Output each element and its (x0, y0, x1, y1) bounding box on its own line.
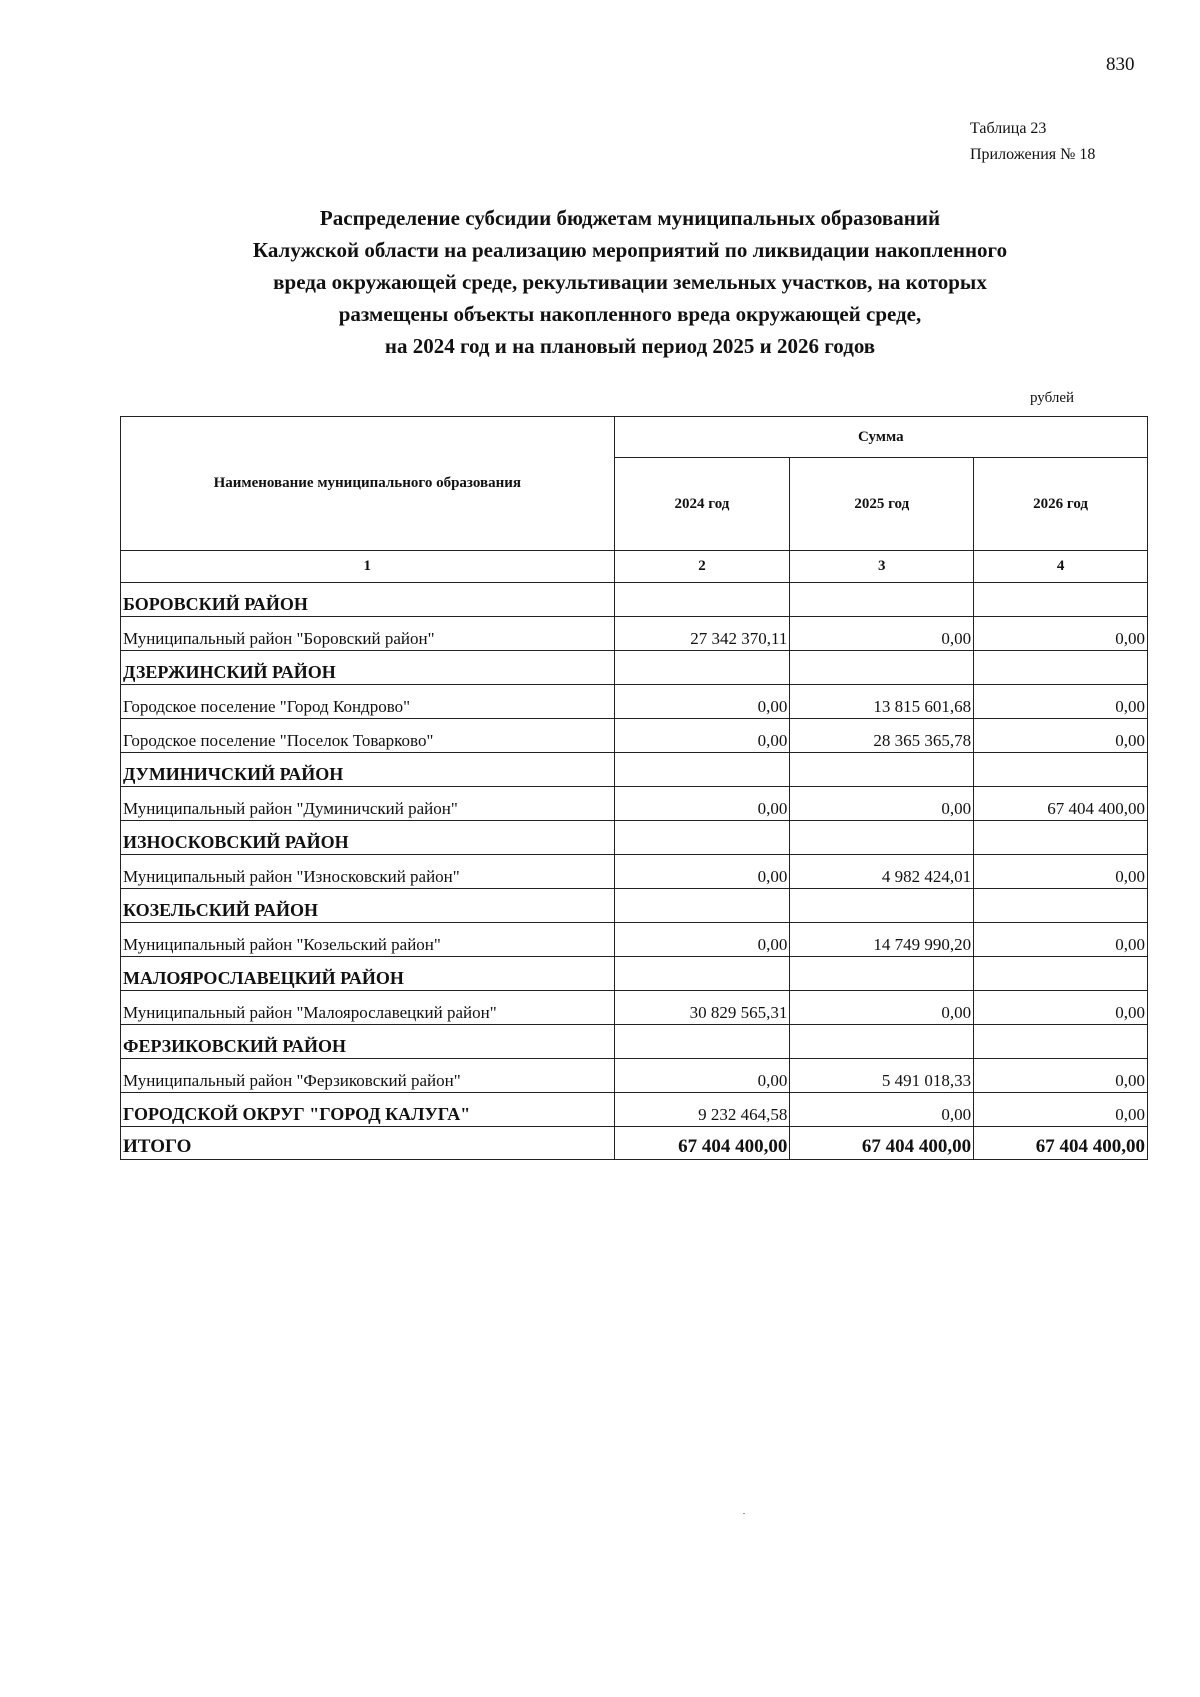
table-ref-line1: Таблица 23 (970, 120, 1047, 137)
amount-2026 (974, 957, 1148, 991)
amount-2024 (614, 957, 790, 991)
amount-2024 (614, 1025, 790, 1059)
amount-2025 (790, 1025, 974, 1059)
header-year-2024: 2024 год (614, 458, 790, 551)
amount-2024 (614, 583, 790, 617)
district-header-row (121, 821, 1148, 855)
subsidy-table (120, 416, 1148, 1160)
amount-2026: 0,00 (974, 855, 1148, 889)
amount-2026: 0,00 (974, 923, 1148, 957)
title-line: Калужской области на реализацию мероприятий по ликвидации накопленного (252, 238, 1008, 262)
amount-2024: 0,00 (614, 719, 790, 753)
city-okrug-row (121, 1093, 1148, 1127)
table-body (121, 583, 1148, 1160)
municipality-name: Муниципальный район "Ферзиковский район" (121, 1059, 615, 1093)
header-year-2025: 2025 год (790, 458, 974, 551)
amount-2025 (790, 651, 974, 685)
municipality-name: Муниципальный район "Козельский район" (121, 923, 615, 957)
title-line: на 2024 год и на плановый период 2025 и 2026 годов (384, 334, 876, 358)
amount-2026: 0,00 (974, 991, 1148, 1025)
total-label: ИТОГО (121, 1127, 615, 1160)
document-title (140, 202, 1120, 362)
table-ref-line2: Приложения № 18 (970, 146, 1096, 163)
municipality-name: Городское поселение "Город Кондрово" (121, 685, 615, 719)
amount-2024: 27 342 370,11 (614, 617, 790, 651)
district-header-row (121, 957, 1148, 991)
table-row (121, 719, 1148, 753)
amount-2026: 67 404 400,00 (974, 787, 1148, 821)
municipality-name: Муниципальный район "Боровский район" (121, 617, 615, 651)
amount-2026 (974, 889, 1148, 923)
district-header-row (121, 1025, 1148, 1059)
amount-2025: 4 982 424,01 (790, 855, 974, 889)
municipality-name: Городское поселение "Поселок Товарково" (121, 719, 615, 753)
amount-2025 (790, 821, 974, 855)
district-header-row (121, 651, 1148, 685)
amount-2025: 0,00 (790, 787, 974, 821)
amount-2025: 0,00 (790, 617, 974, 651)
amount-2024: 0,00 (614, 855, 790, 889)
amount-2025: 14 749 990,20 (790, 923, 974, 957)
header-col-number: 4 (974, 551, 1148, 583)
units-label: рублей (1030, 390, 1075, 406)
header-col-number: 3 (790, 551, 974, 583)
amount-2024: 0,00 (614, 685, 790, 719)
header-year-2026: 2026 год (974, 458, 1148, 551)
amount-2025 (790, 753, 974, 787)
page-number: 830 (1106, 54, 1135, 75)
amount-2026: 0,00 (974, 1093, 1148, 1127)
table-row (121, 787, 1148, 821)
municipality-name: ФЕРЗИКОВСКИЙ РАЙОН (121, 1025, 615, 1059)
amount-2025: 0,00 (790, 1093, 974, 1127)
amount-2024: 30 829 565,31 (614, 991, 790, 1025)
header-sum: Сумма (614, 417, 1147, 458)
table-row (121, 1059, 1148, 1093)
district-header-row (121, 753, 1148, 787)
amount-2024 (614, 889, 790, 923)
table-row (121, 685, 1148, 719)
table-reference (970, 116, 1095, 168)
amount-2026 (974, 821, 1148, 855)
amount-2024: 0,00 (614, 1059, 790, 1093)
amount-2024: 0,00 (614, 787, 790, 821)
municipality-name: ДУМИНИЧСКИЙ РАЙОН (121, 753, 615, 787)
district-header-row (121, 583, 1148, 617)
total-2025: 67 404 400,00 (790, 1127, 974, 1160)
municipality-name: ИЗНОСКОВСКИЙ РАЙОН (121, 821, 615, 855)
total-2026: 67 404 400,00 (974, 1127, 1148, 1160)
district-header-row (121, 889, 1148, 923)
municipality-name: ДЗЕРЖИНСКИЙ РАЙОН (121, 651, 615, 685)
total-row (121, 1127, 1148, 1160)
municipality-name: Муниципальный район "Износковский район" (121, 855, 615, 889)
amount-2026 (974, 651, 1148, 685)
municipality-name: Муниципальный район "Думиничский район" (121, 787, 615, 821)
municipality-name: Муниципальный район "Малоярославецкий район" (121, 991, 615, 1025)
amount-2025: 5 491 018,33 (790, 1059, 974, 1093)
amount-2026: 0,00 (974, 685, 1148, 719)
table-row (121, 855, 1148, 889)
amount-2026: 0,00 (974, 617, 1148, 651)
amount-2025: 28 365 365,78 (790, 719, 974, 753)
municipality-name: БОРОВСКИЙ РАЙОН (121, 583, 615, 617)
amount-2024 (614, 821, 790, 855)
title-line: вреда окружающей среде, рекультивации земельных участков, на которых (273, 270, 987, 294)
amount-2024: 0,00 (614, 923, 790, 957)
municipality-name: МАЛОЯРОСЛАВЕЦКИЙ РАЙОН (121, 957, 615, 991)
amount-2024: 9 232 464,58 (614, 1093, 790, 1127)
amount-2024 (614, 753, 790, 787)
amount-2026 (974, 753, 1148, 787)
amount-2026: 0,00 (974, 1059, 1148, 1093)
table-row (121, 991, 1148, 1025)
title-line: Распределение субсидии бюджетам муниципальных образований (319, 206, 941, 230)
title-line: размещены объекты накопленного вреда окружающей среде, (338, 302, 922, 326)
table-row (121, 923, 1148, 957)
amount-2026: 0,00 (974, 719, 1148, 753)
amount-2026 (974, 1025, 1148, 1059)
amount-2025 (790, 889, 974, 923)
amount-2025 (790, 583, 974, 617)
amount-2024 (614, 651, 790, 685)
header-name-column: Наименование муниципального образования (121, 417, 615, 551)
municipality-name: ГОРОДСКОЙ ОКРУГ "ГОРОД КАЛУГА" (121, 1093, 615, 1127)
amount-2025: 0,00 (790, 991, 974, 1025)
total-2024: 67 404 400,00 (614, 1127, 790, 1160)
header-col-number: 1 (121, 551, 615, 583)
table-row (121, 617, 1148, 651)
amount-2025 (790, 957, 974, 991)
header-col-number: 2 (614, 551, 790, 583)
amount-2025: 13 815 601,68 (790, 685, 974, 719)
scan-artifact (743, 1513, 745, 1514)
municipality-name: КОЗЕЛЬСКИЙ РАЙОН (121, 889, 615, 923)
amount-2026 (974, 583, 1148, 617)
